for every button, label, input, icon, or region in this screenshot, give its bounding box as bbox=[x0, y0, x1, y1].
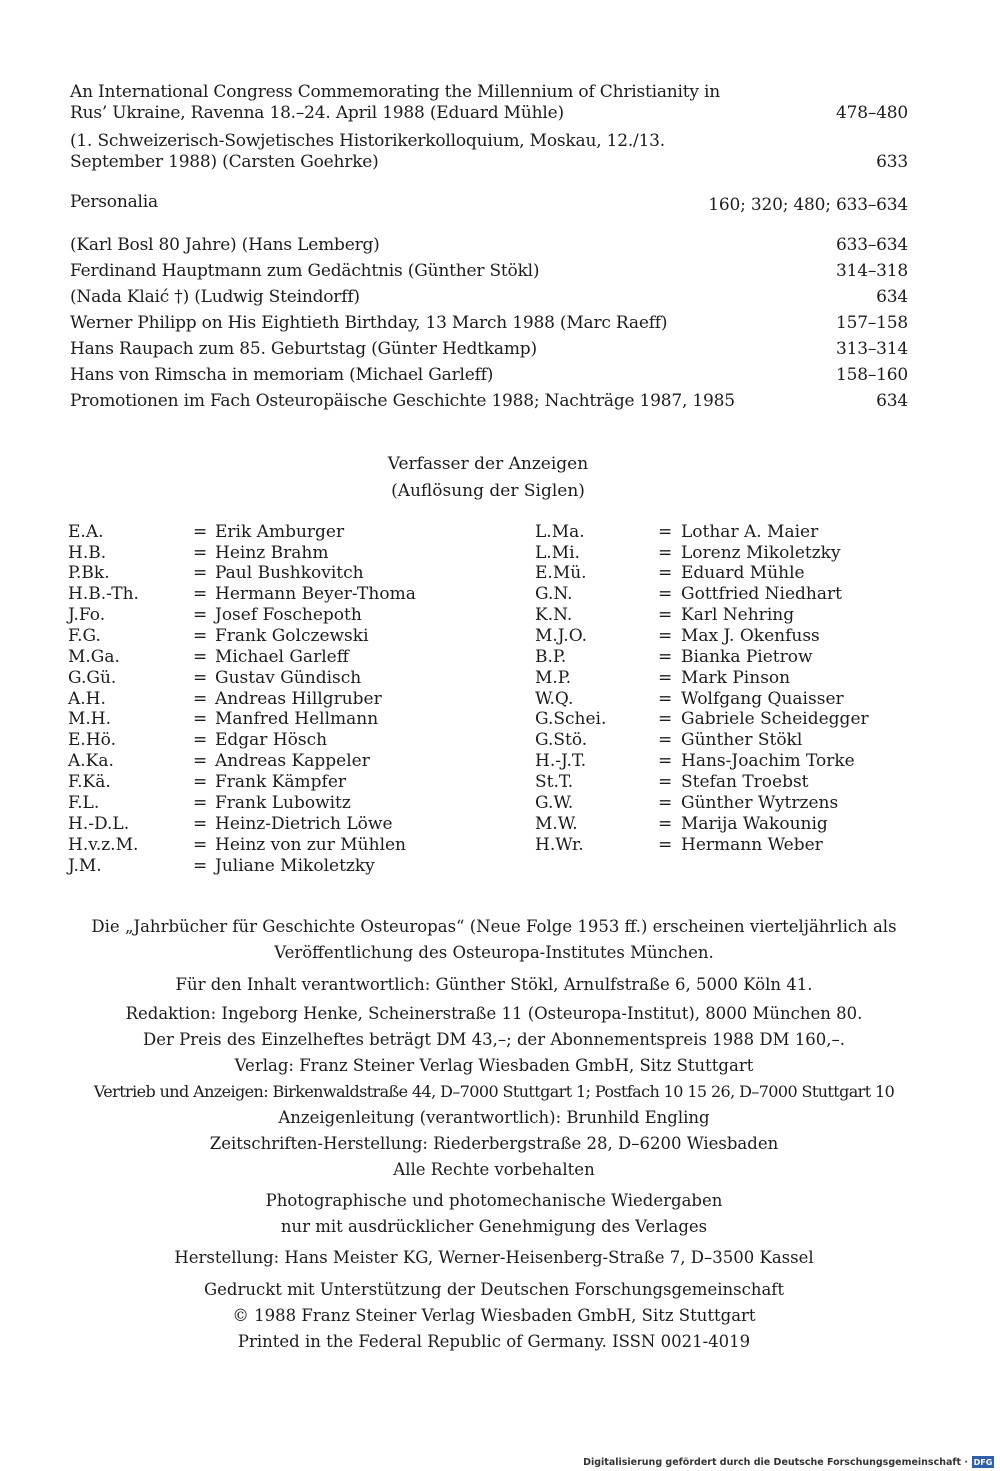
siglum-name: Hans-Joachim Torke bbox=[681, 751, 855, 771]
siglum-name: Stefan Troebst bbox=[681, 772, 809, 792]
imprint-line: Photographische und photomechanische Wiedergaben bbox=[265, 1191, 723, 1210]
toc-entry-title: Werner Philipp on His Eightieth Birthday, 13 March 1988 (Marc Raeff) bbox=[70, 313, 668, 333]
siglum-code: J.M. bbox=[68, 856, 102, 876]
toc-entry-pages: 313–314 bbox=[836, 339, 908, 359]
imprint-line: Vertrieb und Anzeigen: Birkenwaldstraße 44, D–7000 Stuttgart 1; Postfach 10 15 26, D–7000 Stuttgart 10 bbox=[93, 1082, 895, 1101]
equals-sign: = bbox=[193, 772, 208, 792]
toc-entry-pages: 633–634 bbox=[836, 235, 908, 255]
equals-sign: = bbox=[658, 668, 673, 688]
equals-sign: = bbox=[193, 668, 208, 688]
siglum-code: L.Ma. bbox=[535, 522, 585, 542]
toc-entry-personalia bbox=[70, 192, 908, 213]
siglum-name: Wolfgang Quaisser bbox=[681, 689, 844, 709]
siglum-name: Lothar A. Maier bbox=[681, 522, 819, 542]
siglum-name: Juliane Mikoletzky bbox=[215, 856, 375, 876]
siglum-name: Bianka Pietrow bbox=[681, 647, 813, 667]
equals-sign: = bbox=[658, 709, 673, 729]
siglum-name: Erik Amburger bbox=[215, 522, 345, 542]
siglum-name: Karl Nehring bbox=[681, 605, 795, 625]
siglum-code: K.N. bbox=[535, 605, 573, 625]
siglum-name: Günther Wytrzens bbox=[681, 793, 839, 813]
siglum-code: H.-J.T. bbox=[535, 751, 587, 771]
equals-sign: = bbox=[658, 626, 673, 646]
equals-sign: = bbox=[658, 563, 673, 583]
equals-sign: = bbox=[193, 563, 208, 583]
siglum-name: Andreas Hillgruber bbox=[215, 689, 382, 709]
equals-sign: = bbox=[658, 730, 673, 750]
siglum-name: Michael Garleff bbox=[215, 647, 349, 667]
siglum-code: L.Mi. bbox=[535, 543, 580, 563]
imprint-line: Für den Inhalt verantwortlich: Günther Stökl, Arnulfstraße 6, 5000 Köln 41. bbox=[175, 975, 813, 994]
siglum-code: G.W. bbox=[535, 793, 574, 813]
equals-sign: = bbox=[658, 772, 673, 792]
siglum-name: Frank Golczewski bbox=[215, 626, 369, 646]
equals-sign: = bbox=[193, 709, 208, 729]
equals-sign: = bbox=[658, 605, 673, 625]
equals-sign: = bbox=[193, 647, 208, 667]
siglum-code: H.Wr. bbox=[535, 835, 584, 855]
equals-sign: = bbox=[658, 543, 673, 563]
siglum-name: Andreas Kappeler bbox=[215, 751, 370, 771]
toc-entry-title: Ferdinand Hauptmann zum Gedächtnis (Günther Stökl) bbox=[70, 261, 540, 281]
digitization-footer bbox=[583, 1455, 994, 1469]
equals-sign: = bbox=[193, 835, 208, 855]
siglum-name: Frank Lubowitz bbox=[215, 793, 351, 813]
imprint-line: Alle Rechte vorbehalten bbox=[393, 1160, 595, 1179]
equals-sign: = bbox=[193, 814, 208, 834]
equals-sign: = bbox=[193, 730, 208, 750]
imprint-line: Verlag: Franz Steiner Verlag Wiesbaden GmbH, Sitz Stuttgart bbox=[234, 1056, 754, 1075]
equals-sign: = bbox=[658, 522, 673, 542]
imprint-line: Anzeigenleitung (verantwortlich): Brunhild Engling bbox=[278, 1108, 710, 1127]
siglum-name: Heinz-Dietrich Löwe bbox=[215, 814, 393, 834]
toc-entry bbox=[70, 287, 908, 308]
siglum-name: Edgar Hösch bbox=[215, 730, 328, 750]
toc-entry-pages: 158–160 bbox=[836, 365, 908, 385]
siglum-code: P.Bk. bbox=[68, 563, 110, 583]
imprint-line: Zeitschriften-Herstellung: Riederbergstraße 28, D–6200 Wiesbaden bbox=[209, 1134, 779, 1153]
siglum-name: Gustav Gündisch bbox=[215, 668, 362, 688]
imprint-line: Gedruckt mit Unterstützung der Deutschen Forschungsgemeinschaft bbox=[203, 1280, 785, 1299]
equals-sign: = bbox=[658, 793, 673, 813]
imprint-line: nur mit ausdrücklicher Genehmigung des Verlages bbox=[280, 1217, 708, 1236]
toc-entry-pages: 478–480 bbox=[836, 103, 908, 123]
equals-sign: = bbox=[658, 751, 673, 771]
siglum-name: Heinz Brahm bbox=[215, 543, 329, 563]
equals-sign: = bbox=[193, 522, 208, 542]
siglum-code: G.Schei. bbox=[535, 709, 607, 729]
siglum-code: F.G. bbox=[68, 626, 101, 646]
equals-sign: = bbox=[658, 647, 673, 667]
toc-entry bbox=[70, 339, 908, 360]
equals-sign: = bbox=[193, 793, 208, 813]
toc-entry-pages: 634 bbox=[876, 287, 908, 307]
toc-entry-pages: 157–158 bbox=[836, 313, 908, 333]
equals-sign: = bbox=[658, 584, 673, 604]
equals-sign: = bbox=[193, 543, 208, 563]
siglum-name: Manfred Hellmann bbox=[215, 709, 379, 729]
siglum-name: Hermann Beyer-Thoma bbox=[215, 584, 416, 604]
siglum-code: A.Ka. bbox=[68, 751, 114, 771]
siglum-code: M.W. bbox=[535, 814, 578, 834]
siglum-code: G.Stö. bbox=[535, 730, 588, 750]
equals-sign: = bbox=[193, 626, 208, 646]
siglum-name: Eduard Mühle bbox=[681, 563, 805, 583]
siglum-code: A.H. bbox=[68, 689, 106, 709]
toc-entry-title: An International Congress Commemorating the Millennium of Christianity in Rus’ Ukraine, Ravenna 18.–24. April 1988 (Eduard Mühle) bbox=[70, 82, 721, 123]
imprint-line: Veröffentlichung des Osteuropa-Institutes München. bbox=[274, 943, 714, 962]
imprint-line: Printed in the Federal Republic of Germany. ISSN 0021-4019 bbox=[237, 1332, 751, 1351]
siglum-code: M.H. bbox=[68, 709, 112, 729]
toc-entry-title: Personalia bbox=[70, 192, 158, 212]
siglum-code: F.Kä. bbox=[68, 772, 111, 792]
equals-sign: = bbox=[193, 605, 208, 625]
imprint-line: © 1988 Franz Steiner Verlag Wiesbaden GmbH, Sitz Stuttgart bbox=[232, 1306, 756, 1325]
siglum-name: Günther Stökl bbox=[681, 730, 803, 750]
siglum-name: Marija Wakounig bbox=[681, 814, 828, 834]
siglum-code: G.N. bbox=[535, 584, 573, 604]
equals-sign: = bbox=[658, 689, 673, 709]
toc-entry bbox=[70, 131, 908, 173]
siglum-code: E.Hö. bbox=[68, 730, 116, 750]
toc-entry bbox=[70, 235, 908, 256]
siglum-code: B.P. bbox=[535, 647, 567, 667]
toc-entry-pages: 314–318 bbox=[836, 261, 908, 281]
authors-subheading: (Auflösung der Siglen) bbox=[391, 481, 585, 501]
equals-sign: = bbox=[658, 835, 673, 855]
siglum-name: Gottfried Niedhart bbox=[681, 584, 842, 604]
toc-entry-pages: 634 bbox=[876, 391, 908, 411]
siglum-code: M.J.O. bbox=[535, 626, 588, 646]
siglum-code: F.L. bbox=[68, 793, 100, 813]
imprint-line: Die „Jahrbücher für Geschichte Osteuropas“ (Neue Folge 1953 ff.) erscheinen vierteljährlich als bbox=[91, 917, 897, 936]
equals-sign: = bbox=[193, 584, 208, 604]
siglum-name: Heinz von zur Mühlen bbox=[215, 835, 407, 855]
toc-entry bbox=[70, 82, 908, 124]
siglum-name: Frank Kämpfer bbox=[215, 772, 347, 792]
siglum-code: St.T. bbox=[535, 772, 574, 792]
siglum-code: E.Mü. bbox=[535, 563, 587, 583]
siglum-code: J.Fo. bbox=[68, 605, 106, 625]
siglum-code: W.Q. bbox=[535, 689, 574, 709]
siglum-name: Lorenz Mikoletzky bbox=[681, 543, 841, 563]
toc-entry-title: (Nada Klaić †) (Ludwig Steindorff) bbox=[70, 287, 360, 307]
siglum-name: Hermann Weber bbox=[681, 835, 823, 855]
siglum-code: E.A. bbox=[68, 522, 104, 542]
dfg-logo-icon: DFG bbox=[973, 1457, 993, 1467]
authors-heading: Verfasser der Anzeigen bbox=[387, 454, 589, 474]
siglum-name: Paul Bushkovitch bbox=[215, 563, 364, 583]
siglum-code: H.B.-Th. bbox=[68, 584, 139, 604]
equals-sign: = bbox=[658, 814, 673, 834]
toc-entry-title: (Karl Bosl 80 Jahre) (Hans Lemberg) bbox=[70, 235, 380, 255]
equals-sign: = bbox=[193, 856, 208, 876]
siglum-name: Gabriele Scheidegger bbox=[681, 709, 869, 729]
toc-entry-pages: 633 bbox=[876, 152, 908, 172]
toc-entry-title: Hans Raupach zum 85. Geburtstag (Günter Hedtkamp) bbox=[70, 339, 537, 359]
siglum-name: Josef Foschepoth bbox=[215, 605, 362, 625]
imprint-line: Herstellung: Hans Meister KG, Werner-Heisenberg-Straße 7, D–3500 Kassel bbox=[174, 1248, 814, 1267]
equals-sign: = bbox=[193, 689, 208, 709]
siglum-code: M.Ga. bbox=[68, 647, 120, 667]
toc-entry-title: (1. Schweizerisch-Sowjetisches Historikerkolloquium, Moskau, 12./13. September 1988) (Carsten Goehrke) bbox=[70, 131, 666, 172]
imprint-line: Der Preis des Einzelheftes beträgt DM 43,–; der Abonnementspreis 1988 DM 160,–. bbox=[142, 1030, 846, 1049]
siglum-code: H.B. bbox=[68, 543, 107, 563]
siglum-name: Max J. Okenfuss bbox=[681, 626, 820, 646]
toc-entry-title: Hans von Rimscha in memoriam (Michael Garleff) bbox=[70, 365, 494, 385]
siglum-name: Mark Pinson bbox=[681, 668, 791, 688]
siglum-code: H.-D.L. bbox=[68, 814, 130, 834]
footer-text: Digitalisierung gefördert durch die Deutsche Forschungsgemeinschaft · bbox=[583, 1456, 968, 1468]
toc-entry bbox=[70, 365, 908, 386]
toc-entry bbox=[70, 313, 908, 334]
toc-entry-pages: 160; 320; 480; 633–634 bbox=[708, 195, 908, 215]
imprint-line: Redaktion: Ingeborg Henke, Scheinerstraße 11 (Osteuropa-Institut), 8000 München 80. bbox=[125, 1004, 863, 1023]
siglum-code: G.Gü. bbox=[68, 668, 117, 688]
toc-entry-title: Promotionen im Fach Osteuropäische Geschichte 1988; Nachträge 1987, 1985 bbox=[70, 391, 735, 411]
siglum-code: H.v.z.M. bbox=[68, 835, 139, 855]
siglum-code: M.P. bbox=[535, 668, 572, 688]
toc-entry bbox=[70, 391, 908, 412]
toc-entry bbox=[70, 261, 908, 282]
equals-sign: = bbox=[193, 751, 208, 771]
